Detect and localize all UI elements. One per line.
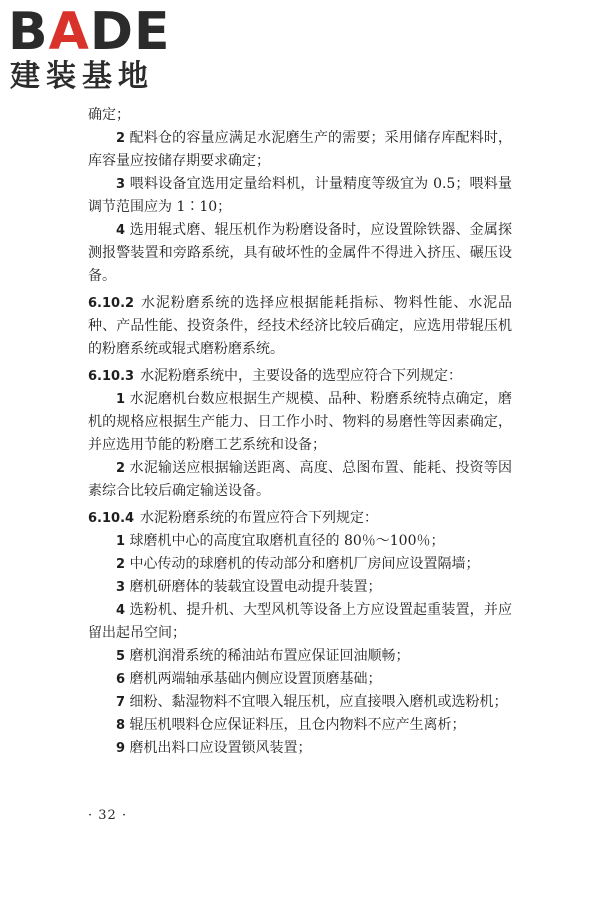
item-text: 配料仓的容量应满足水泥磨生产的需要；采用储存库配料时，库容量应按储存期要求确定； [88,130,513,169]
clause-text: 水泥粉磨系统的选择应根据能耗指标、物料性能、水泥品种、产品性能、投资条件，经技术经济比较后确定，应选用带辊压机的粉磨系统或辊式磨粉磨系统。 [88,295,512,357]
list-item-c2 [88,553,512,576]
page-number: · 32 · [88,808,128,823]
item-number: 6 [116,672,126,687]
item-number: 2 [116,557,126,572]
item-number: 4 [116,223,126,238]
list-item-c5 [88,645,512,668]
item-text: 选粉机、提升机、大型风机等设备上方应设置起重装置，并应留出起吊空间； [88,602,513,641]
item-number: 8 [116,718,126,733]
logo-letter-a-accent: A [48,2,90,62]
logo-wordmark [8,4,171,60]
clause-number: 6.10.4 [88,511,135,526]
item-text: 磨机研磨体的装载宜设置电动提升装置； [129,579,382,595]
item-number: 2 [116,131,126,146]
clause-6-10-3 [88,365,512,388]
item-number: 9 [116,741,126,756]
list-item-a4 [88,219,512,288]
document-body [88,104,512,760]
item-text: 喂料设备宜选用定量给料机，计量精度等级宜为 0.5；喂料量调节范围应为 1∶10； [88,176,513,215]
item-text: 磨机润滑系统的稀油站布置应保证回油顺畅； [129,648,410,664]
item-text: 球磨机中心的高度宜取磨机直径的 80％～100％； [129,533,445,549]
list-item-c9 [88,737,512,760]
clause-number: 6.10.3 [88,369,135,384]
list-item-a3 [88,173,512,219]
logo-subtitle: 建装基地 [10,59,154,94]
item-number: 1 [116,392,126,407]
list-item-c1 [88,530,512,553]
item-number: 5 [116,649,126,664]
item-text: 水泥磨机台数应根据生产规模、品种、粉磨系统特点确定，磨机的规格应根据生产能力、日工作小时、物料的易磨性等因素确定，并应选用节能的粉磨工艺系统和设备； [88,391,513,453]
clause-text: 水泥粉磨系统的布置应符合下列规定： [140,510,379,526]
bade-logo [8,4,178,96]
item-number: 4 [116,603,126,618]
list-item-c6 [88,668,512,691]
item-text: 磨机出料口应设置锁风装置； [129,740,312,756]
list-item-c3 [88,576,512,599]
item-number: 2 [116,461,126,476]
clause-6-10-4 [88,507,512,530]
list-item-a2 [88,127,512,173]
item-text: 细粉、黏湿物料不宜喂入辊压机，应直接喂入磨机或选粉机； [129,694,508,710]
item-text: 水泥输送应根据输送距离、高度、总图布置、能耗、投资等因素综合比较后确定输送设备。 [88,460,513,499]
logo-letter-b: B [8,2,49,62]
item-number: 1 [116,534,126,549]
intro-text: 确定； [88,107,130,123]
item-number: 3 [116,580,126,595]
item-text: 磨机两端轴承基础内侧应设置顶磨基础； [129,671,382,687]
clause-text: 水泥粉磨系统中，主要设备的选型应符合下列规定： [140,368,463,384]
item-number: 7 [116,695,126,710]
list-item-b1 [88,388,512,457]
logo-letters-de: DE [89,2,171,62]
clause-6-10-2 [88,292,512,361]
item-text: 中心传动的球磨机的传动部分和磨机厂房间应设置隔墙； [129,556,480,572]
clause-number: 6.10.2 [88,296,135,311]
item-number: 3 [116,177,126,192]
list-item-c7 [88,691,512,714]
item-text: 选用辊式磨、辊压机作为粉磨设备时，应设置除铁器、金属探测报警装置和旁路系统，具有破坏性的金属件不得进入挤压、碾压设备。 [88,222,513,284]
item-text: 辊压机喂料仓应保证料压，且仓内物料不应产生离析； [129,717,466,733]
list-item-c4 [88,599,512,645]
list-item-b2 [88,457,512,503]
list-item-c8 [88,714,512,737]
